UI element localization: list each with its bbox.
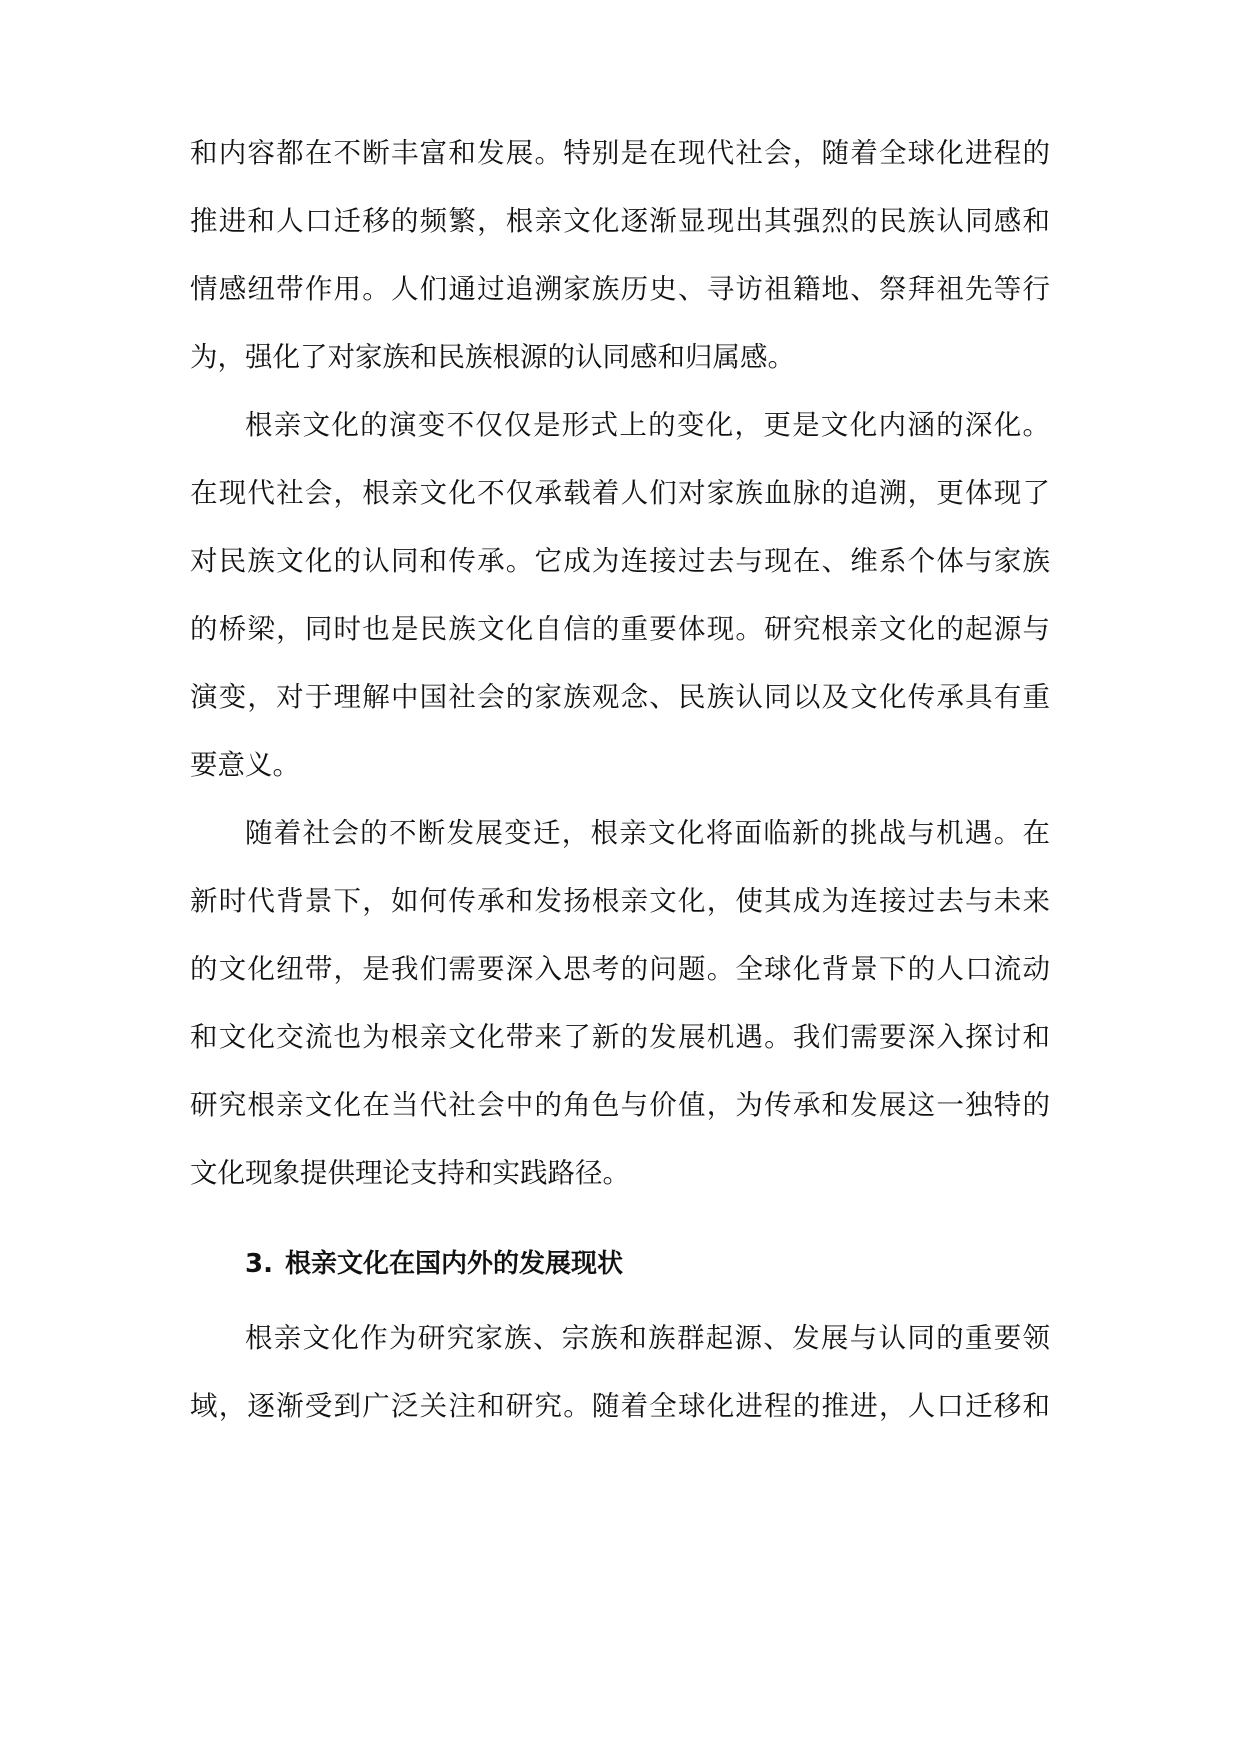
paragraph-line: 对民族文化的认同和传承。它成为连接过去与现在、维系个体与家族 [190,545,1050,577]
paragraph-line: 的文化纽带，是我们需要深入思考的问题。全球化背景下的人口流动 [190,953,1050,985]
paragraph-line: 在现代社会，根亲文化不仅承载着人们对家族血脉的追溯，更体现了 [190,477,1050,509]
paragraph-line: 为，强化了对家族和民族根源的认同感和归属感。 [190,341,795,373]
paragraph-line: 演变，对于理解中国社会的家族观念、民族认同以及文化传承具有重 [190,681,1050,713]
paragraph-line: 域，逐渐受到广泛关注和研究。随着全球化进程的推进，人口迁移和 [190,1390,1050,1422]
section-number: 3. [245,1249,273,1279]
paragraph-line: 随着社会的不断发展变迁，根亲文化将面临新的挑战与机遇。在 [245,817,1050,849]
paragraph-line: 根亲文化作为研究家族、宗族和族群起源、发展与认同的重要领 [245,1322,1050,1354]
paragraph-line: 的桥梁，同时也是民族文化自信的重要体现。研究根亲文化的起源与 [190,613,1050,645]
paragraph-line: 和文化交流也为根亲文化带来了新的发展机遇。我们需要深入探讨和 [190,1021,1050,1053]
paragraph-line: 文化现象提供理论支持和实践路径。 [190,1157,630,1189]
paragraph-line: 情感纽带作用。人们通过追溯家族历史、寻访祖籍地、祭拜祖先等行 [190,273,1050,305]
section-heading [245,1244,623,1284]
paragraph-line: 新时代背景下，如何传承和发扬根亲文化，使其成为连接过去与未来 [190,885,1050,917]
paragraph-line: 根亲文化的演变不仅仅是形式上的变化，更是文化内涵的深化。 [245,409,1050,441]
paragraph-line: 和内容都在不断丰富和发展。特别是在现代社会，随着全球化进程的 [190,137,1050,169]
paragraph-line: 要意义。 [190,749,300,781]
paragraph-line: 研究根亲文化在当代社会中的角色与价值，为传承和发展这一独特的 [190,1089,1050,1121]
paragraph-line: 推进和人口迁移的频繁，根亲文化逐渐显现出其强烈的民族认同感和 [190,205,1050,237]
section-title: 根亲文化在国内外的发展现状 [284,1249,623,1279]
